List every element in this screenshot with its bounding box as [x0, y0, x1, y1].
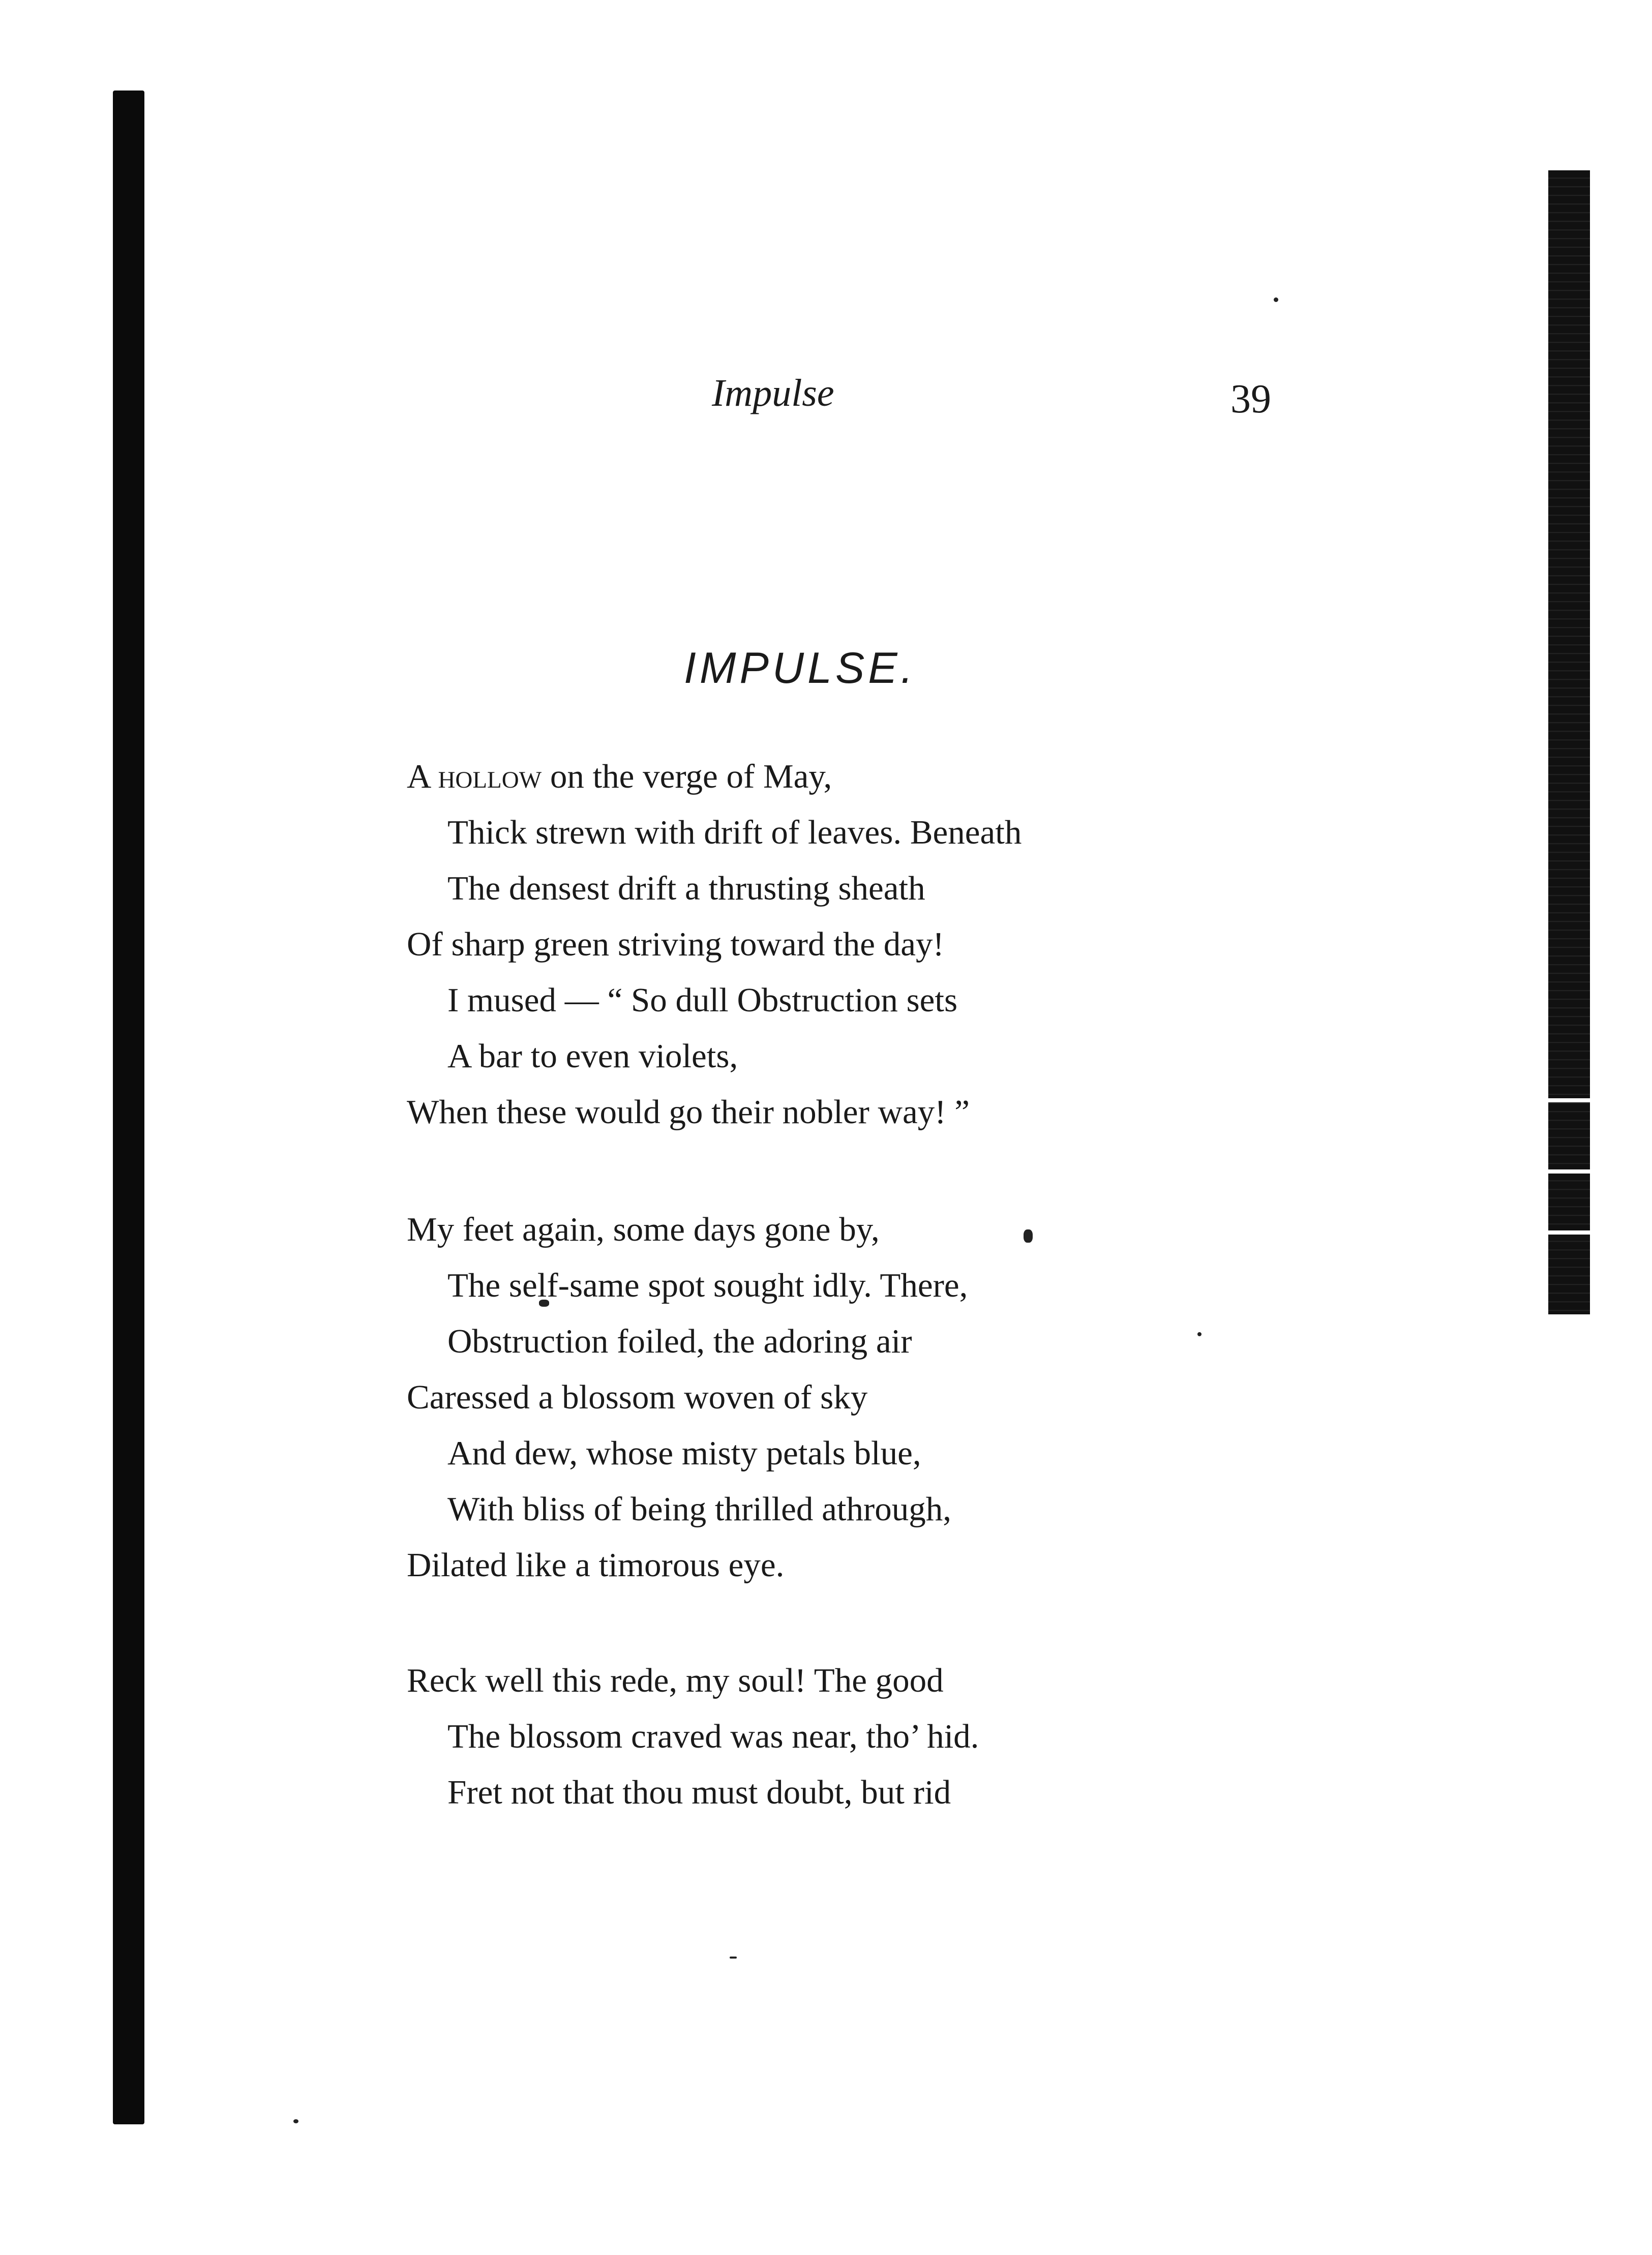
scan-speck	[1274, 297, 1278, 302]
scan-edge-shadow-right	[1548, 170, 1590, 1314]
stanza-2	[407, 1201, 1271, 1593]
poem-title: IMPULSE.	[684, 644, 917, 693]
scan-speck	[293, 2119, 298, 2123]
poem-line: My feet again, some days gone by,	[407, 1211, 880, 1248]
poem-line	[407, 748, 1271, 804]
page-number: 39	[1230, 377, 1271, 422]
poem-line: With bliss of being thrilled athrough,	[447, 1490, 951, 1528]
poem-line: When these would go their nobler way! ”	[407, 1093, 970, 1131]
poem-line: Reck well this rede, my soul! The good	[407, 1662, 944, 1699]
poem-line: Caressed a blossom woven of sky	[407, 1378, 868, 1416]
poem-line: I mused — “ So dull Obstruction sets	[447, 981, 958, 1019]
first-word: A	[407, 758, 430, 795]
poem-line: The densest drift a thrusting sheath	[447, 869, 925, 907]
scan-speck	[730, 1957, 737, 1959]
poem-line: A bar to even violets,	[447, 1037, 738, 1075]
smallcaps-word: hollow	[438, 758, 542, 795]
poem-line: Of sharp green striving toward the day!	[407, 925, 944, 963]
poem-line: Thick strewn with drift of leaves. Beneath	[447, 814, 1022, 851]
stanza-1	[407, 748, 1271, 1140]
stanza-3	[407, 1652, 1271, 1820]
running-head: Impulse	[712, 372, 834, 414]
scan-binding-shadow-left	[113, 91, 144, 2124]
poem-line: Dilated like a timorous eye.	[407, 1546, 785, 1584]
poem-line: And dew, whose misty petals blue,	[447, 1434, 921, 1472]
poem-line: Obstruction foiled, the adoring air	[447, 1322, 912, 1360]
poem-line: The blossom craved was near, tho’ hid.	[447, 1718, 979, 1755]
poem-line: The self-same spot sought idly. There,	[447, 1267, 968, 1304]
poem-line: Fret not that thou must doubt, but rid	[447, 1773, 951, 1811]
line-rest: on the verge of May,	[542, 758, 832, 795]
